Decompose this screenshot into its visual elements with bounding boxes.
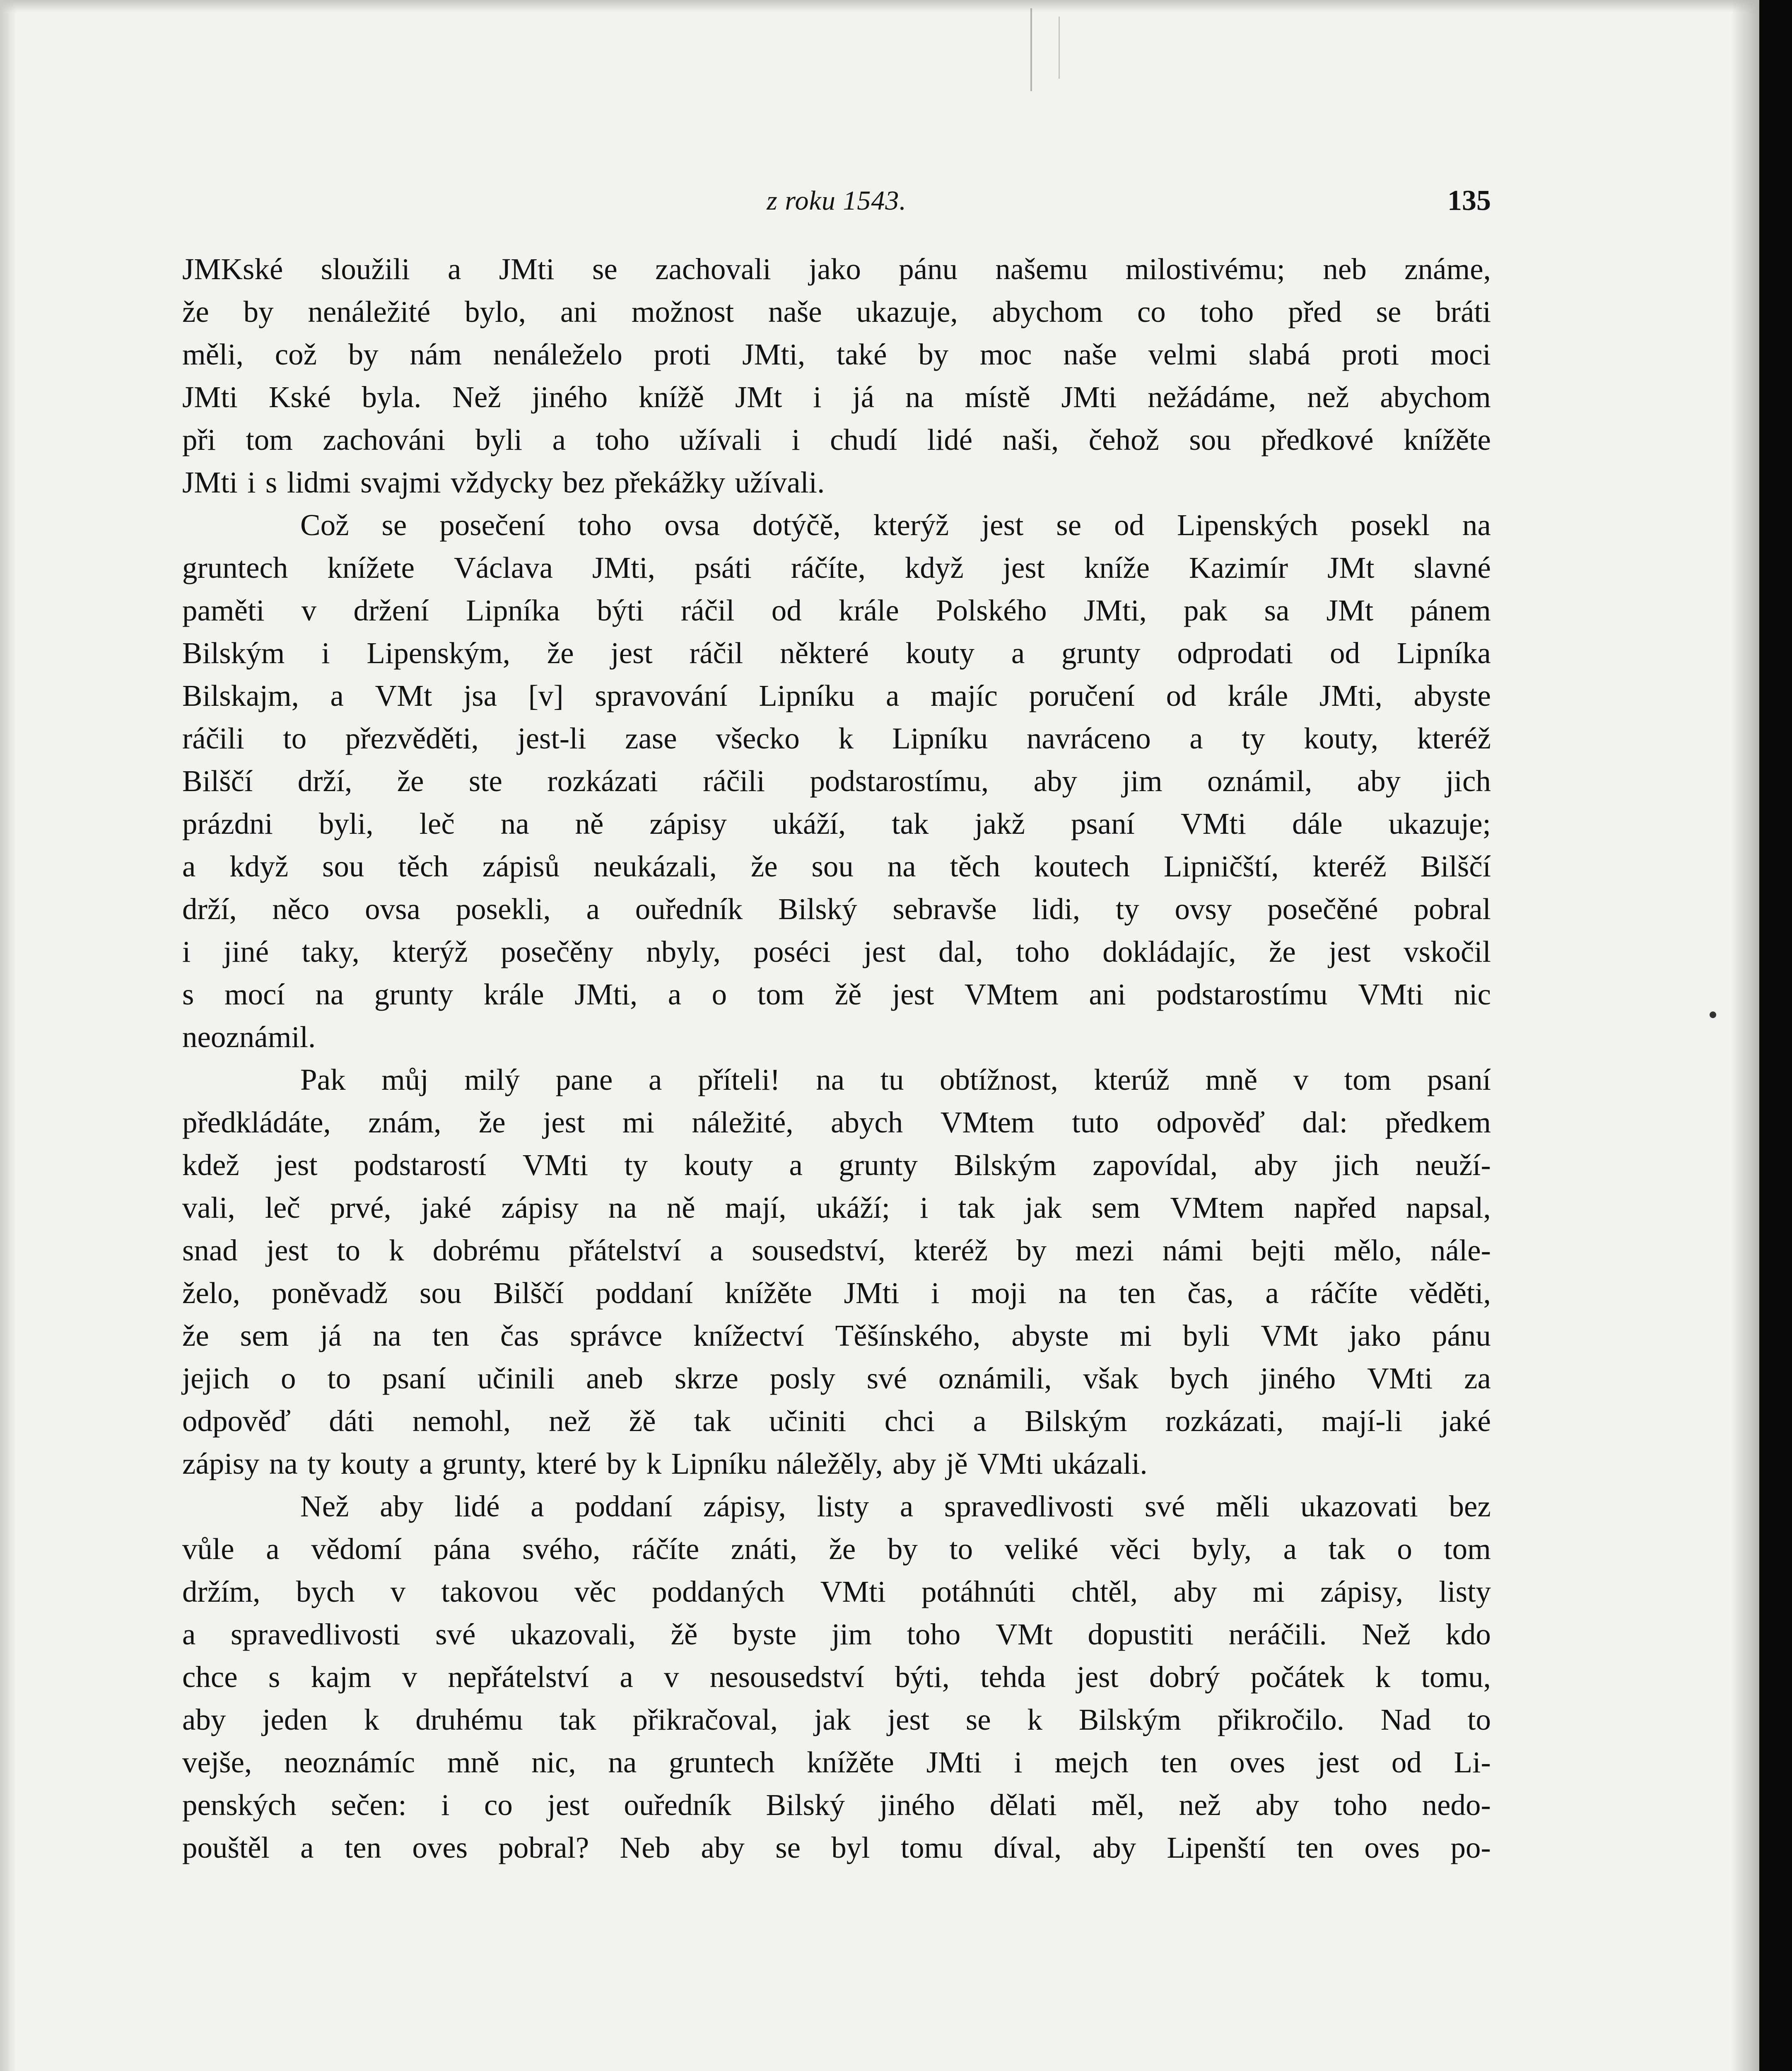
paragraph [182,248,1491,504]
text-line: aby jeden k druhému tak přikračoval, jak jest se k Bilským přikročilo. Nad to [182,1703,1491,1736]
text-line: vůle a vědomí pána svého, ráčíte znáti, že by to veliké věci byly, a tak o tom [182,1532,1491,1566]
text-line: s mocí na grunty krále JMti, a o tom žě jest VMtem ani podstarostímu VMti nic [182,978,1491,1011]
text-line: drží, něco ovsa posekli, a ouředník Bilský sebravše lidi, ty ovsy posečěné pobral [182,892,1491,926]
text-line: vejše, neoznámíc mně nic, na gruntech knížěte JMti i mejch ten oves jest od Li- [182,1745,1491,1779]
text-line: neoznámil. [182,1020,316,1054]
text-line: Bilským i Lipenským, že jest ráčil některé kouty a grunty odprodati od Lipníka [182,636,1491,670]
text-line: jejich o to psaní učinili aneb skrze posly své oznámili, však bych jiného VMti za [182,1361,1491,1395]
text-line: Než aby lidé a poddaní zápisy, listy a spravedlivosti své měli ukazovati bez [300,1489,1491,1523]
page-edge-shadow-top [0,0,1759,12]
text-line: JMti i s lidmi svajmi vždycky bez překážky užívali. [182,466,825,499]
text-line: při tom zachováni byli a toho užívali i chudí lidé naši, čehož sou předkové knížěte [182,423,1491,456]
paragraph [182,1058,1491,1485]
paragraph [182,504,1491,1058]
text-line: ráčili to přezvěděti, jest-li zase všecko k Lipníku navráceno a ty kouty, kteréž [182,722,1491,755]
text-line: penských sečen: i co jest ouředník Bilský jiného dělati měl, než aby toho nedo- [182,1788,1491,1822]
text-line: želo, poněvadž sou Bilščí poddaní knížěte JMti i moji na ten čas, a ráčíte věděti, [182,1276,1491,1310]
text-line: že by nenáležité bylo, ani možnost naše ukazuje, abychom co toho před se bráti [182,295,1491,328]
text-line: odpověď dáti nemohl, než žě tak učiniti chci a Bilským rozkázati, mají-li jaké [182,1404,1491,1438]
text-line: i jiné taky, kterýž posečěny nbyly, poséci jest dal, toho dokládajíc, že jest vskočil [182,935,1491,968]
text-line: prázdni byli, leč na ně zápisy ukáží, tak jakž psaní VMti dále ukazuje; [182,807,1491,840]
text-line: a spravedlivosti své ukazovali, žě byste jim toho VMt dopustiti neráčili. Než kdo [182,1617,1491,1651]
text-line: Bilščí drží, že ste rozkázati ráčili podstarostímu, aby jim oznámil, aby jich [182,764,1491,798]
paragraph [182,1485,1491,1869]
ink-speck [1710,1011,1716,1018]
text-line: a když sou těch zápisů neukázali, že sou na těch koutech Lipničští, kteréž Bilščí [182,850,1491,883]
page-number: 135 [1447,185,1491,217]
running-head: z roku 1543. [767,186,907,216]
text-line: měli, což by nám nenáleželo proti JMti, také by moc naše velmi slabá proti moci [182,338,1491,371]
text-line: paměti v držení Lipníka býti ráčil od krále Polského JMti, pak sa JMt pánem [182,594,1491,627]
text-line: JMKské sloužili a JMti se zachovali jako pánu našemu milostivému; neb známe, [182,252,1491,286]
text-line: pouštěl a ten oves pobral? Neb aby se byl tomu díval, aby Lipenští ten oves po- [182,1831,1491,1864]
text-line: snad jest to k dobrému přátelství a sousedství, kteréž by mezi námi bejti mělo, nále- [182,1233,1491,1267]
page-edge-shadow-left [0,0,17,2071]
text-line: JMti Kské byla. Než jiného knížě JMt i já na místě JMti nežádáme, než abychom [182,380,1491,414]
scan-mark [1030,8,1032,91]
scan-mark [1059,17,1060,79]
text-line: chce s kajm v nepřátelství a v nesousedství býti, tehda jest dobrý počátek k tomu, [182,1660,1491,1694]
body-text [182,248,1491,1869]
page-edge-shadow-right [1731,0,1759,2071]
page-header [182,178,1491,224]
text-line: vali, leč prvé, jaké zápisy na ně mají, ukáží; i tak jak sem VMtem napřed napsal, [182,1191,1491,1224]
text-line: Pak můj milý pane a příteli! na tu obtížnost, kterúž mně v tom psaní [300,1063,1491,1096]
text-line: gruntech knížete Václava JMti, psáti ráčíte, když jest kníže Kazimír JMt slavné [182,551,1491,584]
text-line: držím, bych v takovou věc poddaných VMti potáhnúti chtěl, aby mi zápisy, listy [182,1575,1491,1608]
text-line: že sem já na ten čas správce knížectví Těšínského, abyste mi byli VMt jako pánu [182,1319,1491,1352]
text-line: Bilskajm, a VMt jsa [v] spravování Lipníku a majíc poručení od krále JMti, abyste [182,679,1491,712]
text-line: předkládáte, znám, že jest mi náležité, abych VMtem tuto odpověď dal: předkem [182,1105,1491,1139]
text-line: zápisy na ty kouty a grunty, které by k Lipníku náležěly, aby jě VMti ukázali. [182,1447,1148,1480]
text-line: Což se posečení toho ovsa dotýčě, kterýž jest se od Lipenských posekl na [300,508,1491,542]
text-line: kdež jest podstarostí VMti ty kouty a grunty Bilským zapovídal, aby jich neuží- [182,1148,1491,1182]
